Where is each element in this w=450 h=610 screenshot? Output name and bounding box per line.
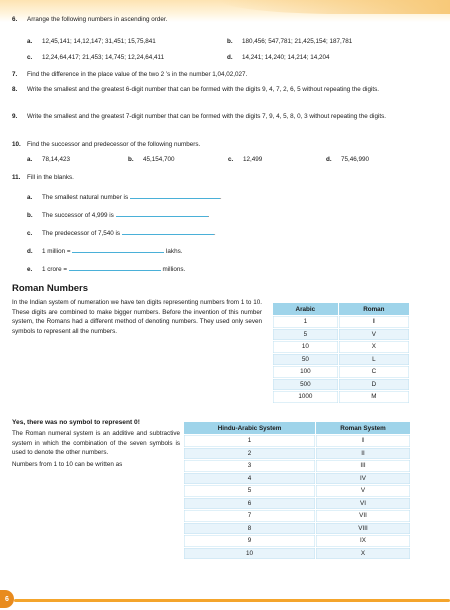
table-row: 1 I: [273, 316, 410, 329]
q6-option-b: b. 180,456; 547,781; 21,425,154; 187,781: [227, 38, 353, 45]
table-row: 7 VII: [184, 510, 411, 523]
question-number: 10.: [12, 141, 21, 148]
q11-blank-e: e. 1 crore = millions.: [27, 266, 186, 273]
answer-blank[interactable]: [72, 246, 164, 253]
zero-paragraph: The Roman numeral system is an additive and subtractive system in which the combination of the seven symbols is used to denote the other numbers.: [12, 430, 180, 457]
section-heading: Roman Numbers: [12, 283, 89, 294]
numbers-paragraph: Numbers from 1 to 10 can be written as: [12, 460, 123, 468]
zero-heading: Yes, there was no symbol to represent 0!: [12, 419, 140, 426]
q10-option-a: a. 78,14,423: [27, 156, 71, 163]
zero-note: [12, 418, 180, 471]
table-row: 2 II: [184, 447, 411, 460]
table-row: 8 VIII: [184, 522, 411, 535]
table-row: 9 IX: [184, 535, 411, 548]
table-row: 10 X: [273, 341, 410, 354]
question-number: 11.: [12, 174, 21, 181]
column-header: Roman: [338, 303, 409, 316]
q6-option-d: d. 14,241; 14,240; 14,214; 14,204: [227, 54, 330, 61]
table-row: 10 X: [184, 547, 411, 560]
question-text: Write the smallest and the greatest 7-digit number that can be formed with the digits 7, 9, 4, 5, 8, 0, 3 without repeating the digits.: [27, 113, 387, 120]
answer-blank[interactable]: [122, 228, 214, 235]
answer-blank[interactable]: [69, 264, 161, 271]
question-number: 8.: [12, 86, 18, 93]
table-row: 500 D: [273, 378, 410, 391]
q11-blank-d: d. 1 million = lakhs.: [27, 248, 183, 255]
column-header: Roman System: [316, 422, 411, 435]
table-row: 5 V: [184, 485, 411, 498]
question-number: 6.: [12, 16, 18, 23]
table-row: 100 C: [273, 366, 410, 379]
intro-paragraph: In the Indian system of numeration we have ten digits representing numbers from 1 to 10. These digits are combined to make bigger numbers. Before the invention of this number system, the Romans had a different method of denoting numbers. They used only seven symbols to represent all the numbers.: [12, 299, 262, 335]
q6-option-c: c. 12,24,64,417; 21,453; 14,745; 12,24,64,411: [27, 54, 165, 61]
question-text: Fill in the blanks.: [27, 174, 74, 181]
table-row: 6 VI: [184, 497, 411, 510]
answer-blank[interactable]: [116, 210, 208, 217]
question-text: Write the smallest and the greatest 6-digit number that can be formed with the digits 9, 4, 7, 2, 6, 5 without repeating the digits.: [27, 86, 380, 93]
question-text: Find the successor and predecessor of the following numbers.: [27, 141, 201, 148]
table-row: 5 V: [273, 328, 410, 341]
question-number: 7.: [12, 71, 18, 78]
table-row: 1 I: [184, 435, 411, 448]
question-text: Arrange the following numbers in ascending order.: [27, 16, 168, 23]
table-row: 3 III: [184, 460, 411, 473]
column-header: Arabic: [273, 303, 339, 316]
question-number: 9.: [12, 113, 18, 120]
q10-option-d: d. 75,46,990: [326, 156, 370, 163]
q10-option-b: b. 45,154,700: [128, 156, 175, 163]
table-row: 4 IV: [184, 472, 411, 485]
q11-blank-c: c. The predecessor of 7,540 is .: [27, 230, 216, 237]
q6-option-a: a. 12,45,141; 14,12,147; 31,451; 15,75,841: [27, 38, 156, 45]
page-number: 6: [0, 590, 14, 608]
footer-bar: [14, 599, 450, 602]
table-row: 1000 M: [273, 391, 410, 404]
q11-blank-b: b. The successor of 4,999 is .: [27, 212, 210, 219]
hindu-arabic-roman-table: [183, 421, 411, 560]
q10-option-c: c. 12,499: [228, 156, 263, 163]
question-text: Find the difference in the place value of the two 2 ’s in the number 1,04,02,027.: [27, 71, 248, 78]
column-header: Hindu-Arabic System: [184, 422, 316, 435]
q11-blank-a: a. The smallest natural number is .: [27, 194, 222, 201]
table-row: 50 L: [273, 353, 410, 366]
answer-blank[interactable]: [130, 192, 220, 199]
arabic-roman-table: [272, 302, 410, 404]
